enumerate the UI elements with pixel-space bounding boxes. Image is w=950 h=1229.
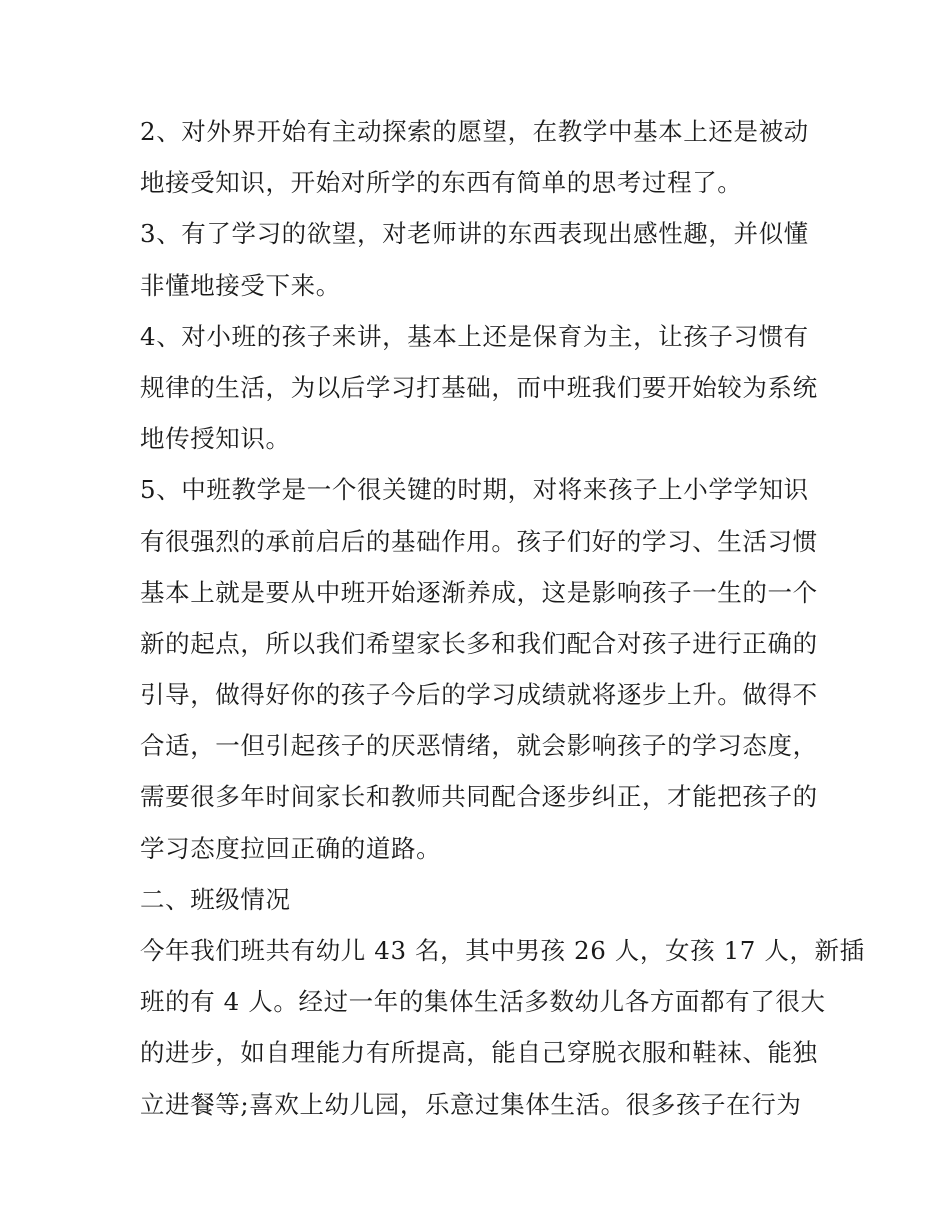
list-item-2: [140, 106, 820, 208]
document-body: [140, 106, 865, 1130]
list-item-5: [140, 464, 820, 874]
text-line: 今年我们班共有幼儿 43 名，其中男孩 26 人，女孩 17 人，新插: [140, 936, 865, 965]
section-heading: 二、班级情况: [140, 884, 291, 914]
text-line: 引导，做得好你的孩子今后的学习成绩就将逐步上升。做得不: [140, 680, 818, 710]
text-line: 4、对小班的孩子来讲，基本上还是保育为主，让孩子习惯有: [140, 321, 809, 351]
text-line: 学习态度拉回正确的道路。: [140, 833, 442, 863]
list-item-3: [140, 208, 820, 310]
text-line: 地传授知识。: [140, 424, 291, 454]
text-line: 地接受知识，开始对所学的东西有简单的思考过程了。: [140, 168, 743, 198]
class-situation-paragraph: [140, 925, 865, 1130]
text-line: 新的起点，所以我们希望家长多和我们配合对孩子进行正确的: [140, 628, 818, 658]
text-line: 立进餐等;喜欢上幼儿园，乐意过集体生活。很多孩子在行为: [140, 1089, 802, 1119]
text-line: 合适，一但引起孩子的厌恶情绪，就会影响孩子的学习态度，: [140, 731, 818, 761]
text-line: 非懂地接受下来。: [140, 270, 341, 300]
text-line: 3、有了学习的欲望，对老师讲的东西表现出感性趣，并似懂: [140, 219, 809, 249]
text-line: 规律的生活，为以后学习打基础，而中班我们要开始较为系统: [140, 372, 818, 402]
text-line: 的进步，如自理能力有所提高，能自己穿脱衣服和鞋袜、能独: [140, 1038, 818, 1068]
text-line: 需要很多年时间家长和教师共同配合逐步纠正，才能把孩子的: [140, 782, 818, 812]
text-line: 基本上就是要从中班开始逐渐养成，这是影响孩子一生的一个: [140, 577, 818, 607]
text-line: 5、中班教学是一个很关键的时期，对将来孩子上小学学知识: [140, 475, 809, 505]
list-item-4: [140, 311, 820, 465]
text-line: 有很强烈的承前启后的基础作用。孩子们好的学习、生活习惯: [140, 526, 818, 556]
text-line: 2、对外界开始有主动探索的愿望，在教学中基本上还是被动: [140, 117, 809, 146]
text-line: 班的有 4 人。经过一年的集体生活多数幼儿各方面都有了很大: [140, 987, 826, 1017]
